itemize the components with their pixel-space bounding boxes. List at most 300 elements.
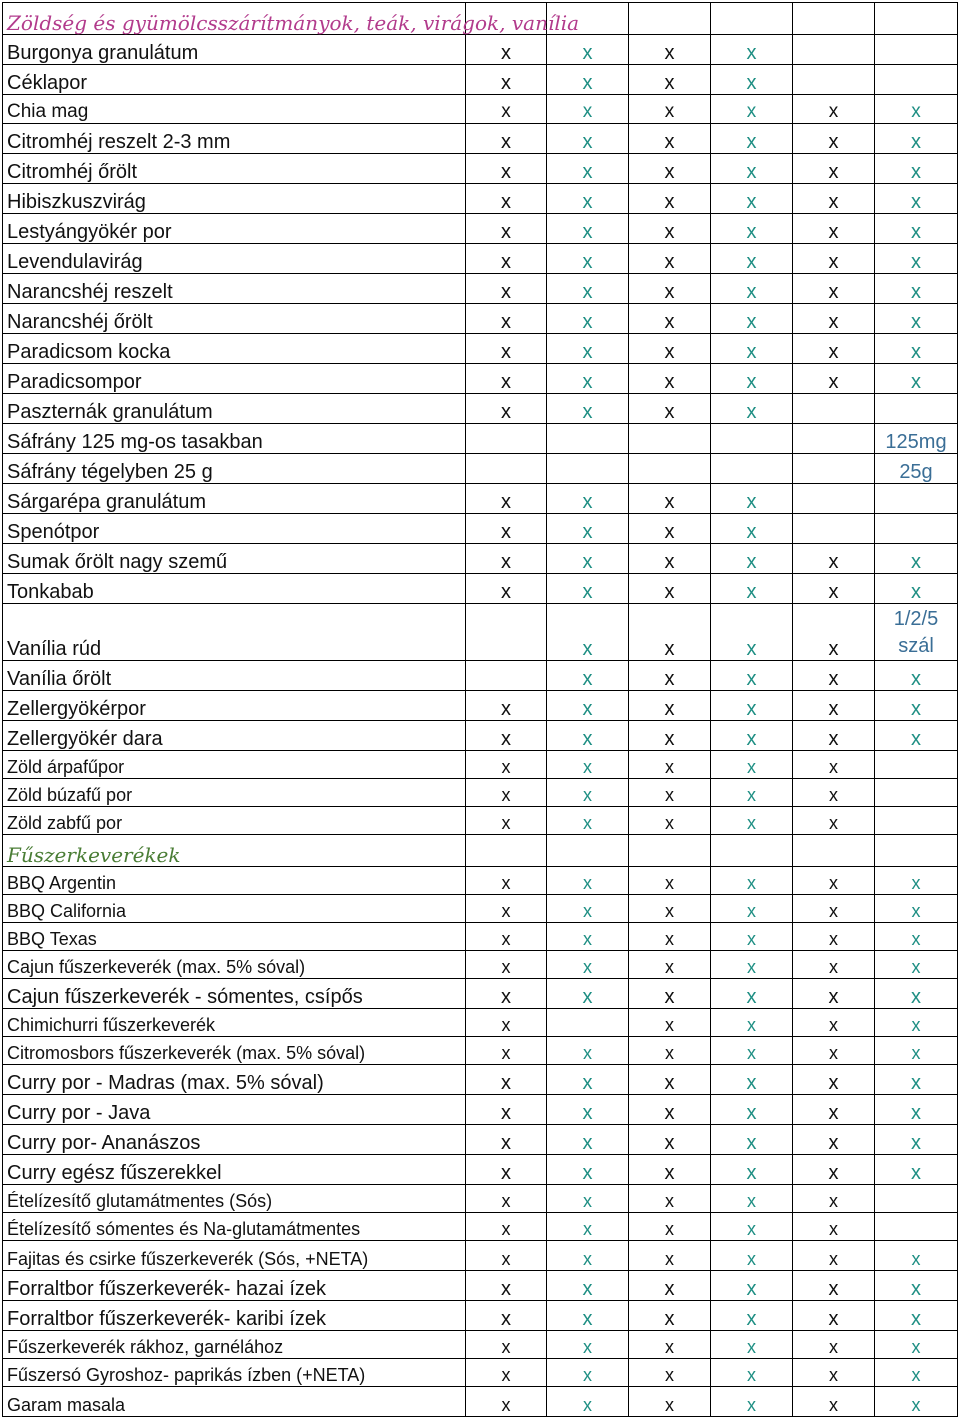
availability-mark: x [629,661,711,691]
empty-cell [466,424,547,454]
availability-mark: x [466,184,547,214]
table-row [3,807,958,835]
availability-mark: x [711,923,793,951]
product-name: Sáfrány tégelyben 25 g [3,454,466,484]
availability-mark: x [629,1155,711,1185]
product-name: Ételízesítő glutamátmentes (Sós) [3,1185,466,1213]
product-name: Cajun fűszerkeverék - sómentes, csípős [3,979,466,1009]
availability-mark: x [466,544,547,574]
availability-mark: x [875,364,958,394]
availability-mark: x [547,923,629,951]
product-name: Burgonya granulátum [3,35,466,65]
availability-mark: x [711,779,793,807]
availability-mark: x [629,184,711,214]
availability-mark: x [793,1125,875,1155]
empty-cell [793,394,875,424]
availability-mark: x [547,1095,629,1125]
table-row [3,1387,958,1417]
empty-cell [875,514,958,544]
availability-mark: x [466,721,547,751]
availability-mark: x [629,95,711,124]
table-row [3,721,958,751]
availability-mark: x [875,544,958,574]
availability-mark: x [629,604,711,661]
table-row [3,1185,958,1213]
availability-mark: x [547,661,629,691]
table-row [3,514,958,544]
availability-mark: 125mg [875,424,958,454]
availability-mark: x [547,604,629,661]
availability-mark: x [793,1241,875,1271]
availability-mark: x [466,807,547,835]
availability-mark: x [629,1125,711,1155]
availability-mark: x [711,1125,793,1155]
table-row [3,124,958,154]
empty-cell [793,35,875,65]
availability-mark: x [793,691,875,721]
availability-mark: x [711,867,793,895]
availability-mark: x [793,364,875,394]
availability-mark: x [629,721,711,751]
product-name: Zöld zabfű por [3,807,466,835]
availability-mark: x [875,1331,958,1359]
availability-mark: x [793,1301,875,1331]
availability-mark: x [793,334,875,364]
availability-mark: x [547,1185,629,1213]
availability-mark: x [547,65,629,95]
availability-mark: x [793,1331,875,1359]
availability-mark: x [629,274,711,304]
availability-mark: x [466,1359,547,1387]
table-row [3,867,958,895]
table-row [3,1271,958,1301]
table-row [3,1301,958,1331]
availability-mark: x [711,514,793,544]
availability-mark: x [793,214,875,244]
product-name: Levendulavirág [3,244,466,274]
availability-mark: x [875,244,958,274]
availability-mark: x [629,751,711,779]
availability-mark: x [629,1065,711,1095]
product-name: Curry por - Madras (max. 5% sóval) [3,1065,466,1095]
empty-cell [629,3,711,35]
empty-cell [629,424,711,454]
availability-mark: x [547,1331,629,1359]
availability-mark: x [711,1387,793,1417]
availability-mark: x [711,304,793,334]
empty-cell [875,394,958,424]
availability-mark: x [711,214,793,244]
availability-mark: x [793,979,875,1009]
table-row [3,65,958,95]
availability-mark: x [547,1213,629,1241]
availability-mark: x [547,1301,629,1331]
availability-mark: x [629,35,711,65]
availability-mark: x [711,65,793,95]
availability-mark: x [547,751,629,779]
empty-cell [875,1213,958,1241]
availability-mark: x [793,661,875,691]
empty-cell [875,484,958,514]
availability-mark: x [793,1387,875,1417]
availability-mark: x [875,1155,958,1185]
table-row [3,184,958,214]
availability-mark: x [466,1387,547,1417]
availability-mark: x [711,1331,793,1359]
availability-mark: 1/2/5 szál [875,604,958,661]
empty-cell [547,835,629,867]
availability-mark: x [547,124,629,154]
availability-mark: x [466,691,547,721]
availability-mark: x [793,274,875,304]
availability-mark: x [466,574,547,604]
availability-mark: x [629,65,711,95]
availability-mark: x [629,1185,711,1213]
availability-mark: x [466,751,547,779]
title-row [3,3,958,35]
table-row [3,1331,958,1359]
availability-mark: x [466,1331,547,1359]
availability-mark: x [629,544,711,574]
availability-mark: x [466,364,547,394]
availability-mark: x [875,214,958,244]
empty-cell [629,454,711,484]
availability-mark: x [629,364,711,394]
availability-mark: x [875,951,958,979]
availability-mark: x [547,334,629,364]
availability-mark: x [875,867,958,895]
availability-mark: x [629,574,711,604]
page-title: Zöldség és gyümölcsszárítmányok, teák, virágok, vanília [3,3,466,35]
availability-mark: x [466,1301,547,1331]
availability-mark: x [466,244,547,274]
availability-mark: x [466,1155,547,1185]
availability-mark: x [875,304,958,334]
availability-mark: x [466,394,547,424]
availability-mark: x [793,951,875,979]
availability-mark: x [629,154,711,184]
availability-mark: x [711,35,793,65]
availability-mark: x [793,751,875,779]
product-name: Chia mag [3,95,466,124]
availability-mark: x [875,1359,958,1387]
table-row [3,661,958,691]
product-name: Curry por - Java [3,1095,466,1125]
availability-mark: x [793,1009,875,1037]
availability-mark: x [547,1387,629,1417]
availability-mark: x [466,154,547,184]
availability-mark: x [547,304,629,334]
availability-mark: x [711,604,793,661]
availability-mark: x [711,895,793,923]
availability-mark: x [711,1271,793,1301]
availability-mark: x [711,1185,793,1213]
availability-mark: x [711,1213,793,1241]
availability-mark: x [629,304,711,334]
availability-mark: x [875,95,958,124]
availability-mark: x [547,1359,629,1387]
empty-cell [875,835,958,867]
empty-cell [466,604,547,661]
availability-mark: x [466,214,547,244]
availability-mark: x [711,544,793,574]
table-row [3,484,958,514]
availability-mark: x [547,394,629,424]
product-name: Ételízesítő sómentes és Na-glutamátmentes [3,1213,466,1241]
empty-cell [875,779,958,807]
availability-mark: x [466,979,547,1009]
product-name: Hibiszkuszvirág [3,184,466,214]
product-name: BBQ Texas [3,923,466,951]
availability-mark: x [711,1037,793,1065]
product-name: Fűszerkeverék rákhoz, garnélához [3,1331,466,1359]
table-row [3,304,958,334]
availability-mark: x [629,1271,711,1301]
availability-mark: x [711,979,793,1009]
product-name: Narancshéj reszelt [3,274,466,304]
table-row [3,979,958,1009]
empty-cell [547,1009,629,1037]
empty-cell [711,3,793,35]
availability-mark: x [711,1241,793,1271]
availability-mark: x [547,364,629,394]
product-name: Lestyángyökér por [3,214,466,244]
availability-mark: x [793,544,875,574]
availability-mark: x [466,124,547,154]
availability-mark: x [629,1331,711,1359]
product-name: Fűszersó Gyroshoz- paprikás ízben (+NETA) [3,1359,466,1387]
availability-mark: x [547,1065,629,1095]
availability-mark: x [629,979,711,1009]
product-name: Tonkabab [3,574,466,604]
availability-mark: x [711,1095,793,1125]
availability-mark: x [875,334,958,364]
product-name: Zellergyökér dara [3,721,466,751]
availability-mark: x [466,779,547,807]
availability-mark: x [875,1387,958,1417]
availability-mark: x [793,779,875,807]
product-name: Céklapor [3,65,466,95]
empty-cell [875,65,958,95]
availability-mark: x [793,1359,875,1387]
availability-mark: x [711,184,793,214]
table-row [3,691,958,721]
empty-cell [629,835,711,867]
availability-mark: x [629,895,711,923]
availability-mark: x [629,334,711,364]
availability-mark: x [711,244,793,274]
availability-mark: x [629,1387,711,1417]
availability-mark: x [793,154,875,184]
availability-mark: x [547,274,629,304]
availability-mark: x [547,867,629,895]
availability-mark: x [547,979,629,1009]
availability-mark: x [793,867,875,895]
availability-mark: x [629,923,711,951]
section-header-row [3,835,958,867]
table-row [3,1213,958,1241]
table-row [3,454,958,484]
product-name: Spenótpor [3,514,466,544]
product-name: Paszternák granulátum [3,394,466,424]
table-row [3,574,958,604]
availability-mark: x [875,1125,958,1155]
empty-cell [711,835,793,867]
product-name: Forraltbor fűszerkeverék- hazai ízek [3,1271,466,1301]
table-row [3,951,958,979]
availability-mark: x [547,779,629,807]
empty-cell [875,751,958,779]
availability-mark: x [629,484,711,514]
table-row [3,394,958,424]
availability-mark: x [629,1241,711,1271]
availability-mark: x [711,274,793,304]
availability-mark: x [793,1095,875,1125]
availability-mark: x [711,751,793,779]
availability-mark: x [547,184,629,214]
table-row [3,1359,958,1387]
product-name: Sáfrány 125 mg-os tasakban [3,424,466,454]
availability-mark: x [466,65,547,95]
availability-mark: x [466,35,547,65]
empty-cell [793,484,875,514]
table-row [3,923,958,951]
availability-mark: x [875,154,958,184]
section-title: Fűszerkeverékek [3,835,466,867]
availability-mark: x [793,895,875,923]
product-name: Forraltbor fűszerkeverék- karibi ízek [3,1301,466,1331]
product-name: Chimichurri fűszerkeverék [3,1009,466,1037]
empty-cell [466,454,547,484]
availability-mark: x [547,154,629,184]
empty-cell [793,3,875,35]
availability-mark: x [875,661,958,691]
availability-mark: x [793,923,875,951]
availability-mark: x [711,1065,793,1095]
product-name: Zellergyökérpor [3,691,466,721]
availability-mark: x [466,1271,547,1301]
table-row [3,751,958,779]
availability-mark: x [711,1359,793,1387]
availability-mark: x [629,807,711,835]
product-name: Paradicsom kocka [3,334,466,364]
availability-mark: x [466,1009,547,1037]
availability-mark: x [547,895,629,923]
availability-mark: x [711,807,793,835]
empty-cell [711,454,793,484]
product-name: Zöld búzafű por [3,779,466,807]
availability-mark: x [466,514,547,544]
availability-mark: x [711,951,793,979]
availability-mark: x [547,574,629,604]
availability-mark: x [466,895,547,923]
availability-mark: x [629,1095,711,1125]
availability-mark: x [875,184,958,214]
table-row [3,1009,958,1037]
availability-mark: x [629,951,711,979]
table-row [3,244,958,274]
availability-mark: x [711,364,793,394]
availability-mark: x [793,574,875,604]
availability-mark: x [629,1037,711,1065]
availability-mark: x [875,979,958,1009]
product-name: BBQ California [3,895,466,923]
empty-cell [875,3,958,35]
availability-mark: x [711,334,793,364]
availability-mark: x [875,721,958,751]
availability-mark: x [547,721,629,751]
availability-mark: x [466,274,547,304]
availability-mark: x [875,691,958,721]
product-name: Cajun fűszerkeverék (max. 5% sóval) [3,951,466,979]
table-row [3,1065,958,1095]
table-row [3,274,958,304]
availability-mark: x [466,304,547,334]
availability-mark: x [629,1009,711,1037]
empty-cell [466,835,547,867]
empty-cell [875,35,958,65]
availability-mark: x [547,1155,629,1185]
empty-cell [466,661,547,691]
availability-mark: x [629,1301,711,1331]
availability-mark: x [793,1065,875,1095]
empty-cell [793,514,875,544]
availability-mark: x [547,514,629,544]
availability-mark: x [547,1241,629,1271]
availability-mark: x [466,1095,547,1125]
availability-mark: x [629,691,711,721]
availability-mark: x [466,95,547,124]
empty-cell [793,424,875,454]
table-row [3,1095,958,1125]
availability-mark: x [793,807,875,835]
availability-mark: x [466,867,547,895]
availability-mark: x [875,1301,958,1331]
availability-mark: x [711,574,793,604]
availability-mark: x [466,484,547,514]
product-name: Garam masala [3,1387,466,1417]
availability-mark: x [793,124,875,154]
availability-mark: 25g [875,454,958,484]
availability-mark: x [711,691,793,721]
table-row [3,1037,958,1065]
empty-cell [547,454,629,484]
empty-cell [711,424,793,454]
empty-cell [875,807,958,835]
availability-mark: x [711,1301,793,1331]
availability-mark: x [629,1359,711,1387]
availability-mark: x [793,1037,875,1065]
availability-mark: x [793,95,875,124]
availability-mark: x [875,574,958,604]
availability-mark: x [547,1125,629,1155]
table-row [3,364,958,394]
availability-mark: x [466,1037,547,1065]
availability-mark: x [793,1155,875,1185]
availability-mark: x [466,334,547,364]
product-name: Sumak őrölt nagy szemű [3,544,466,574]
availability-mark: x [466,1213,547,1241]
availability-mark: x [875,923,958,951]
availability-mark: x [547,544,629,574]
table-row [3,1155,958,1185]
product-name: Citromhéj őrölt [3,154,466,184]
availability-mark: x [793,1271,875,1301]
availability-mark: x [629,514,711,544]
availability-mark: x [875,1037,958,1065]
availability-mark: x [466,923,547,951]
availability-mark: x [793,604,875,661]
